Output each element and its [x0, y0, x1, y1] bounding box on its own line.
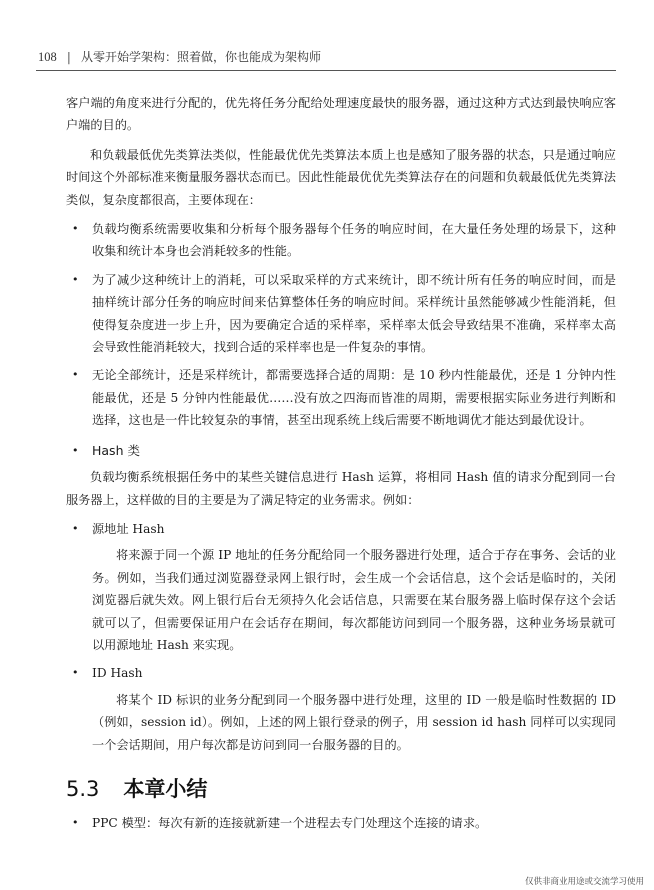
bullet-icon: • [72, 816, 79, 830]
page-header [38, 48, 616, 65]
hash-intro: 负载均衡系统根据任务中的某些关键信息进行 Hash 运算，将相同 Hash 值的请求分配到同一台服务器上，这样做的目的主要是为了满足特定的业务需求。例如： [66, 470, 616, 507]
bullet-icon: • [72, 368, 79, 382]
hash-heading-text: Hash 类 [92, 442, 140, 458]
footer-note: 仅供非商业用途或交流学习使用 [524, 877, 644, 887]
page-number: 108 [38, 50, 57, 64]
list-item: • 负载均衡系统需要收集和分析每个服务器每个任务的响应时间，在大量任务处理的场景下，这种收集和统计本身也会消耗较多的性能。 [66, 218, 616, 263]
section-title: 本章小结 [123, 776, 208, 801]
id-hash-heading [66, 662, 616, 684]
list-item: • 为了减少这种统计上的消耗，可以采取采样的方式来统计，即不统计所有任务的响应时间，而是抽样统计部分任务的响应时间来估算整体任务的响应时间。采样统计虽然能够减少性能消耗，但使得复杂度进一步上升，因为要确定合适的采样率，采样率太低会导致结果不准确，采样率太高会导致性能消耗较大，找到合适的采样率也是一件复杂的事情。 [66, 269, 616, 359]
paragraph-performance: 和负载最低优先类算法类似，性能最优优先类算法本质上也是感知了服务器的状态，只是通过响应时间这个外部标准来衡量服务器状态而已。因此性能最优优先类算法存在的问题和负载最低优先类算法类似，复杂度都很高，主要体现在： [66, 147, 616, 207]
bullet-icon: • [72, 222, 79, 236]
list-item: • PPC 模型：每次有新的连接就新建一个进程去专门处理这个连接的请求。 [66, 812, 616, 834]
bullet-icon: • [72, 272, 79, 286]
source-hash-heading [66, 518, 616, 540]
paragraph-continuation: 客户端的角度来进行分配的，优先将任务分配给处理速度最快的服务器，通过这种方式达到最快响应客户端的目的。 [66, 96, 616, 133]
section-number: 5.3 [66, 776, 100, 801]
bullet-icon: • [72, 521, 79, 535]
header-separator: | [66, 49, 71, 64]
complexity-list [66, 218, 616, 432]
page-body [66, 92, 616, 843]
id-hash-title: ID Hash [92, 666, 143, 681]
list-item: • 无论全部统计，还是采样统计，都需要选择合适的周期：是 10 秒内性能最优，还是 1 分钟内性能最优，还是 5 分钟内性能最优……没有放之四海而皆准的周期，需要根据实际业务进行判断和选择，这也是一件比较复杂的事情，甚至出现系统上线后需要不断地调优才能达到最优设计。 [66, 364, 616, 431]
id-hash-body: 将某个 ID 标识的业务分配到同一个服务器中进行处理，这里的 ID 一般是临时性数据的 ID（例如，session id）。例如，上述的网上银行登录的例子，用 session id hash 同样可以实现同一个会话期间，用户每次都是访问到同一台服务器的目的。 [92, 692, 616, 752]
source-hash-body: 将来源于同一个源 IP 地址的任务分配给同一个服务器进行处理，适合于存在事务、会话的业务。例如，当我们通过浏览器登录网上银行时，会生成一个会话信息，这个会话是临时的，关闭浏览器后就失效。网上银行后台无须持久化会话信息，只需要在某台服务器上临时保存这个会话就可以了，但需要保证用户在会话存在期间，每次都能访问到同一个服务器，这种业务场景就可以用源地址 Hash 来实现。 [92, 548, 616, 652]
summary-list [66, 812, 616, 834]
header-rule [36, 70, 616, 71]
bullet-icon: • [72, 666, 79, 680]
hash-heading [66, 440, 616, 462]
section-heading [66, 778, 616, 800]
bullet-icon: • [72, 443, 79, 457]
source-hash-title: 源地址 Hash [92, 521, 165, 536]
book-title: 从零开始学架构：照着做，你也能成为架构师 [80, 50, 321, 64]
